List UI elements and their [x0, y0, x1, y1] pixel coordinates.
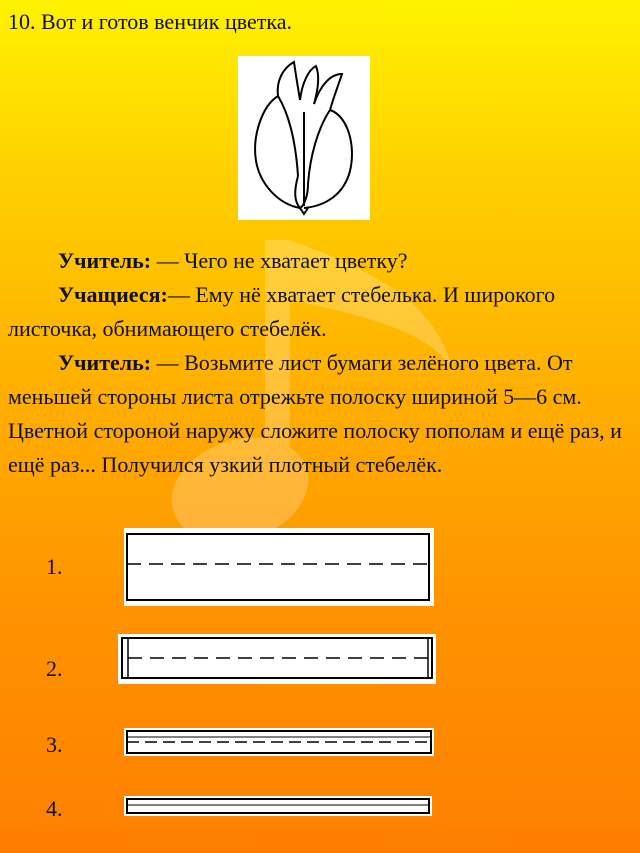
- fold-strip-3: [124, 728, 434, 756]
- tulip-illustration-icon: [238, 56, 370, 220]
- fold-strip-4: [124, 796, 432, 816]
- dialogue-line-teacher-2: [8, 346, 632, 482]
- speaker-label: Учитель:: [58, 350, 152, 375]
- step-number-3: 3.: [46, 732, 63, 757]
- step-number-2: 2.: [46, 656, 63, 681]
- line-text: — Ему нё хватает стебелька. И широкого листочка, обнимающего стебелёк.: [8, 282, 556, 341]
- dialogue-line-students: [8, 278, 632, 346]
- step-number-4: 4.: [46, 796, 63, 821]
- line-text: — Чего не хватает цветку?: [151, 248, 408, 273]
- dialogue-text: [8, 244, 632, 482]
- line-text: — Возьмите лист бумаги зелёного цвета. От меньшей стороны листа отрежьте полоску шириной 5—6 см. Цветной стороной наружу сложите полоску пополам и ещё раз, и ещё раз... Получился узкий плотный стебелёк.: [8, 350, 622, 477]
- step-number-1: 1.: [46, 554, 63, 579]
- speaker-label: Учитель:: [58, 248, 152, 273]
- fold-strip-2: [118, 634, 436, 684]
- speaker-label: Учащиеся:: [58, 282, 168, 307]
- dialogue-line-teacher-1: [8, 244, 632, 278]
- tulip-illustration: [238, 56, 370, 220]
- slide-title: 10. Вот и готов венчик цветка.: [8, 9, 293, 34]
- fold-strip-1: [124, 528, 434, 606]
